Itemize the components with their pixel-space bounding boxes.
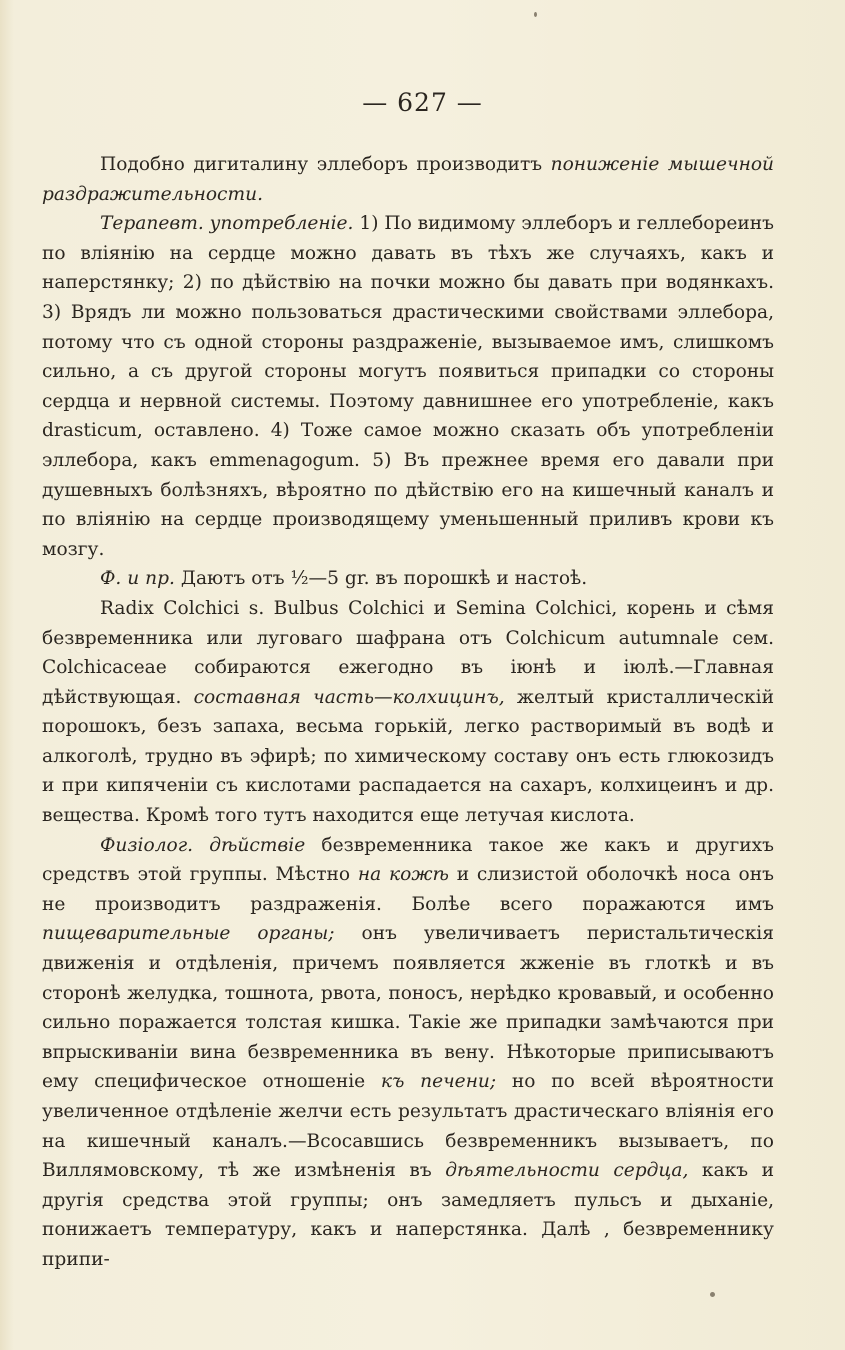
emphasis-run: къ печени; bbox=[380, 1071, 497, 1093]
emphasis-run: пищеварительные органы; bbox=[42, 923, 335, 945]
section-heading: Ф. и пр. bbox=[100, 568, 175, 590]
text-run: но по всей вѣроятности увеличенное отдѣленіе желчи есть результатъ драстическаго вліянія его на кишечный каналъ.—Всосавшись безвременникъ вызываетъ, по Виллямовскому, тѣ же измѣненія въ bbox=[42, 1071, 774, 1182]
section-heading: Терапевт. употребленіе. bbox=[100, 213, 354, 235]
emphasis-run: составная часть—колхицинъ, bbox=[193, 686, 505, 708]
text-run: 1) По видимому эллеборъ и геллеборeинъ по вліянію на сердце можно давать въ тѣхъ же случаяхъ, какъ и наперстянку; 2) по дѣйствію на почки можно бы давать при водянкахъ. 3) Врядъ ли можно пользоваться драстическими свойствами эллебора, потому что съ одной стороны раздраженіе, вызываемое имъ, слишкомъ сильно, а съ другой стороны могутъ появиться припадки со стороны сердца и нервной системы. Поэтому давнишнее его употребленіе, какъ drasticum, оставлено. 4) Тоже самое можно сказать объ употребленіи эллебора, какъ emmenagogum. 5) Въ прежнее время его давали при душевныхъ болѣзняхъ, вѣроятно по дѣйствію его на кишечный каналъ и по вліянію на сердце производящему уменьшенный приливъ крови къ мозгу. bbox=[42, 213, 775, 560]
ink-speck bbox=[534, 12, 537, 17]
emphasis-run: пониженіе мышечной раздражительности. bbox=[42, 154, 774, 205]
text-run: желтый кристаллическій порошокъ, безъ запаха, весьма горькій, легко растворимый въ водѣ и алкоголѣ, трудно въ эфирѣ; по химическому составу онъ есть глюкозидъ и при кипяченіи съ кислотами распадается на сахаръ, колхицеинъ и др. вещества. Кромѣ того тутъ находится еще летучая кислота. bbox=[42, 686, 774, 827]
body-text bbox=[42, 150, 774, 1275]
paragraph-colchicum bbox=[42, 594, 774, 831]
ink-speck bbox=[710, 1292, 715, 1297]
paragraph-therapeutic-use bbox=[42, 209, 774, 564]
page-number: — 627 — bbox=[362, 88, 483, 117]
emphasis-run: дѣятельности сердца, bbox=[445, 1160, 689, 1182]
paragraph-intro bbox=[42, 150, 774, 209]
paragraph-forms bbox=[42, 564, 774, 594]
paragraph-physiology bbox=[42, 831, 774, 1275]
section-heading: Физіолог. дѣйствіе bbox=[100, 834, 306, 856]
text-run: Radix Colchici s. Bulbus Colchici и Semina Colchici, корень и сѣмя безвременника или луговаго шафрана отъ Colchicum autumnale сем. Colchicaceae собираются ежегодно въ іюнѣ и іюлѣ.—Главная дѣйствующая. bbox=[42, 597, 774, 708]
text-run: Даютъ отъ ½—5 gr. въ порошкѣ и настоѣ. bbox=[174, 568, 588, 590]
emphasis-run: на кожѣ bbox=[357, 864, 449, 886]
text-run: какъ и другія средства этой группы; онъ замедляетъ пульсъ и дыханіе, понижаетъ температуру, какъ и наперстянка. Далѣ , безвременнику припи- bbox=[42, 1160, 774, 1270]
text-run: онъ увеличиваетъ перистальтическія движенія и отдѣленія, причемъ появляется жженіе въ глоткѣ и въ сторонѣ желудка, тошнота, рвота, поносъ, нерѣдко кровавый, и особенно сильно поражается толстая кишка. Такіе же припадки замѣчаются при впрыскиваніи вина безвременника въ вену. Нѣкоторые приписываютъ ему специфическое отношеніе bbox=[42, 923, 774, 1093]
text-run: Подобно дигиталину эллеборъ производитъ bbox=[100, 154, 551, 175]
text-run: и слизистой оболочкѣ носа онъ не производитъ раздраженія. Болѣе всего поражаются имъ bbox=[42, 864, 774, 915]
text-run: безвременника такое же какъ и другихъ средствъ этой группы. Мѣстно bbox=[42, 834, 774, 886]
